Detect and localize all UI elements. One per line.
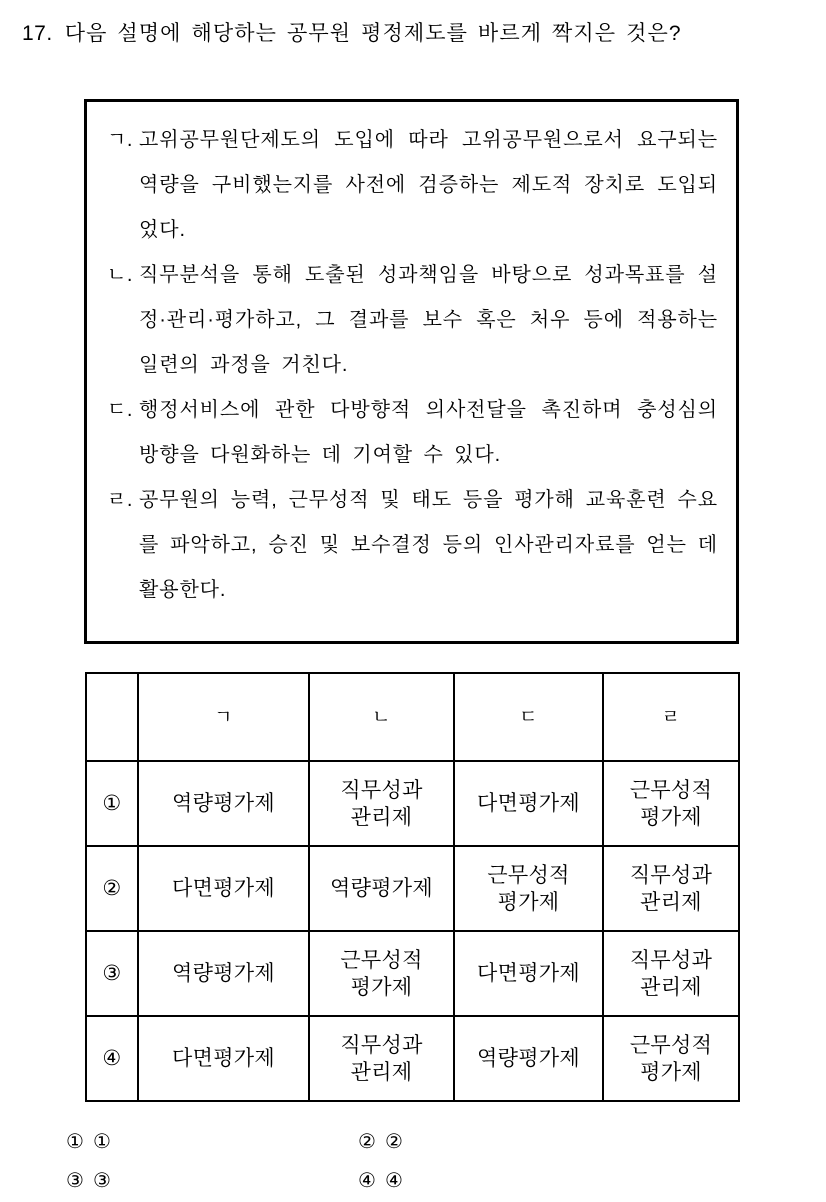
matrix-cell-ra	[603, 931, 739, 1016]
matrix-cell-da-line1: 근무성적	[487, 863, 570, 887]
passage-item-na-text: 직무분석을 통해 도출된 성과책임을 바탕으로 성과목표를 설정·관리·평가하고, 그 결과를 보수 혹은 처우 등에 적용하는 일련의 과정을 거친다.	[139, 264, 718, 376]
passage-item-na-label: ㄴ.	[107, 264, 133, 286]
matrix-cell-ra-line2: 평가제	[640, 805, 702, 829]
matrix-row-index: ①	[86, 761, 138, 846]
choice-4[interactable]	[358, 1169, 403, 1193]
matrix-cell-ga: 다면평가제	[138, 1016, 309, 1101]
matrix-cell-ga: 역량평가제	[138, 931, 309, 1016]
matrix-row-index: ③	[86, 931, 138, 1016]
matrix-cell-ra-line2: 관리제	[640, 975, 702, 999]
passage-item-ra-text: 공무원의 능력, 근무성적 및 태도 등을 평가해 교육훈련 수요를 파악하고, 승진 및 보수결정 등의 인사관리자료를 얻는 데 활용한다.	[139, 489, 718, 601]
passage-item-da	[107, 388, 718, 478]
matrix-cell-da: 다면평가제	[454, 761, 603, 846]
choice-1-label: ①	[92, 1130, 111, 1153]
matrix-cell-ra	[603, 1016, 739, 1101]
choice-row-bottom	[66, 1161, 766, 1200]
answer-matrix	[85, 672, 740, 1102]
matrix-cell-ra	[603, 846, 739, 931]
table-row[interactable]	[86, 846, 739, 931]
matrix-cell-ra-line1: 직무성과	[629, 863, 713, 887]
matrix-cell-ra	[603, 761, 739, 846]
passage-item-da-text: 행정서비스에 관한 다방향적 의사전달을 촉진하며 충성심의 방향을 다원화하는 데 기여할 수 있다.	[139, 399, 718, 466]
matrix-cell-ra-line2: 평가제	[640, 1060, 702, 1084]
matrix-header-blank	[86, 673, 138, 761]
choice-2-marker: ②	[358, 1130, 376, 1153]
matrix-row-index: ②	[86, 846, 138, 931]
table-row[interactable]	[86, 761, 739, 846]
matrix-cell-na: 역량평가제	[309, 846, 454, 931]
choice-3-marker: ③	[66, 1169, 84, 1192]
choice-list	[66, 1122, 766, 1200]
question-number: 17.	[22, 22, 53, 45]
table-row[interactable]	[86, 1016, 739, 1101]
matrix-cell-na	[309, 931, 454, 1016]
passage-item-ra	[107, 478, 718, 613]
matrix-cell-na	[309, 1016, 454, 1101]
passage-item-ga	[107, 118, 718, 253]
matrix-cell-da: 다면평가제	[454, 931, 603, 1016]
choice-4-marker: ④	[358, 1169, 376, 1192]
matrix-cell-ga: 다면평가제	[138, 846, 309, 931]
matrix-cell-na	[309, 761, 454, 846]
matrix-header-row	[86, 673, 739, 761]
table-row[interactable]	[86, 931, 739, 1016]
matrix-cell-da	[454, 846, 603, 931]
choice-3[interactable]	[66, 1169, 358, 1193]
choice-4-label: ④	[384, 1169, 403, 1192]
question-text: 다음 설명에 해당하는 공무원 평정제도를 바르게 짝지은 것은?	[64, 22, 682, 45]
matrix-header-da: ㄷ	[454, 673, 603, 761]
passage-box	[84, 99, 739, 644]
matrix-cell-ra-line2: 관리제	[640, 890, 702, 914]
passage-item-na	[107, 253, 718, 388]
matrix-cell-ga: 역량평가제	[138, 761, 309, 846]
matrix-cell-na-line1: 직무성과	[340, 1033, 423, 1057]
matrix-cell-na-line2: 평가제	[350, 975, 413, 999]
matrix-row-index: ④	[86, 1016, 138, 1101]
choice-3-label: ③	[92, 1169, 111, 1192]
passage-item-ga-text: 고위공무원단제도의 도입에 따라 고위공무원으로서 요구되는 역량을 구비했는지를 사전에 검증하는 제도적 장치로 도입되었다.	[139, 129, 718, 241]
matrix-cell-na-line1: 직무성과	[340, 778, 423, 802]
choice-1-marker: ①	[66, 1130, 84, 1153]
matrix-header-ga: ㄱ	[138, 673, 309, 761]
choice-2-label: ②	[384, 1130, 403, 1153]
matrix-cell-ra-line1: 직무성과	[629, 948, 713, 972]
passage-item-ra-label: ㄹ.	[107, 489, 133, 511]
choice-2[interactable]	[358, 1130, 403, 1154]
passage-item-da-label: ㄷ.	[107, 399, 133, 421]
matrix-header-ra: ㄹ	[603, 673, 739, 761]
matrix-cell-ra-line1: 근무성적	[629, 1033, 713, 1057]
matrix-header-na: ㄴ	[309, 673, 454, 761]
matrix-cell-na-line2: 관리제	[350, 805, 413, 829]
choice-row-top	[66, 1122, 766, 1161]
choice-1[interactable]	[66, 1130, 358, 1154]
matrix-cell-na-line1: 근무성적	[340, 948, 423, 972]
passage-item-ga-label: ㄱ.	[107, 129, 133, 151]
matrix-cell-ra-line1: 근무성적	[629, 778, 713, 802]
matrix-cell-na-line2: 관리제	[350, 1060, 413, 1084]
matrix-cell-da-line2: 평가제	[497, 890, 560, 914]
matrix-cell-da: 역량평가제	[454, 1016, 603, 1101]
question-block	[22, 18, 812, 49]
